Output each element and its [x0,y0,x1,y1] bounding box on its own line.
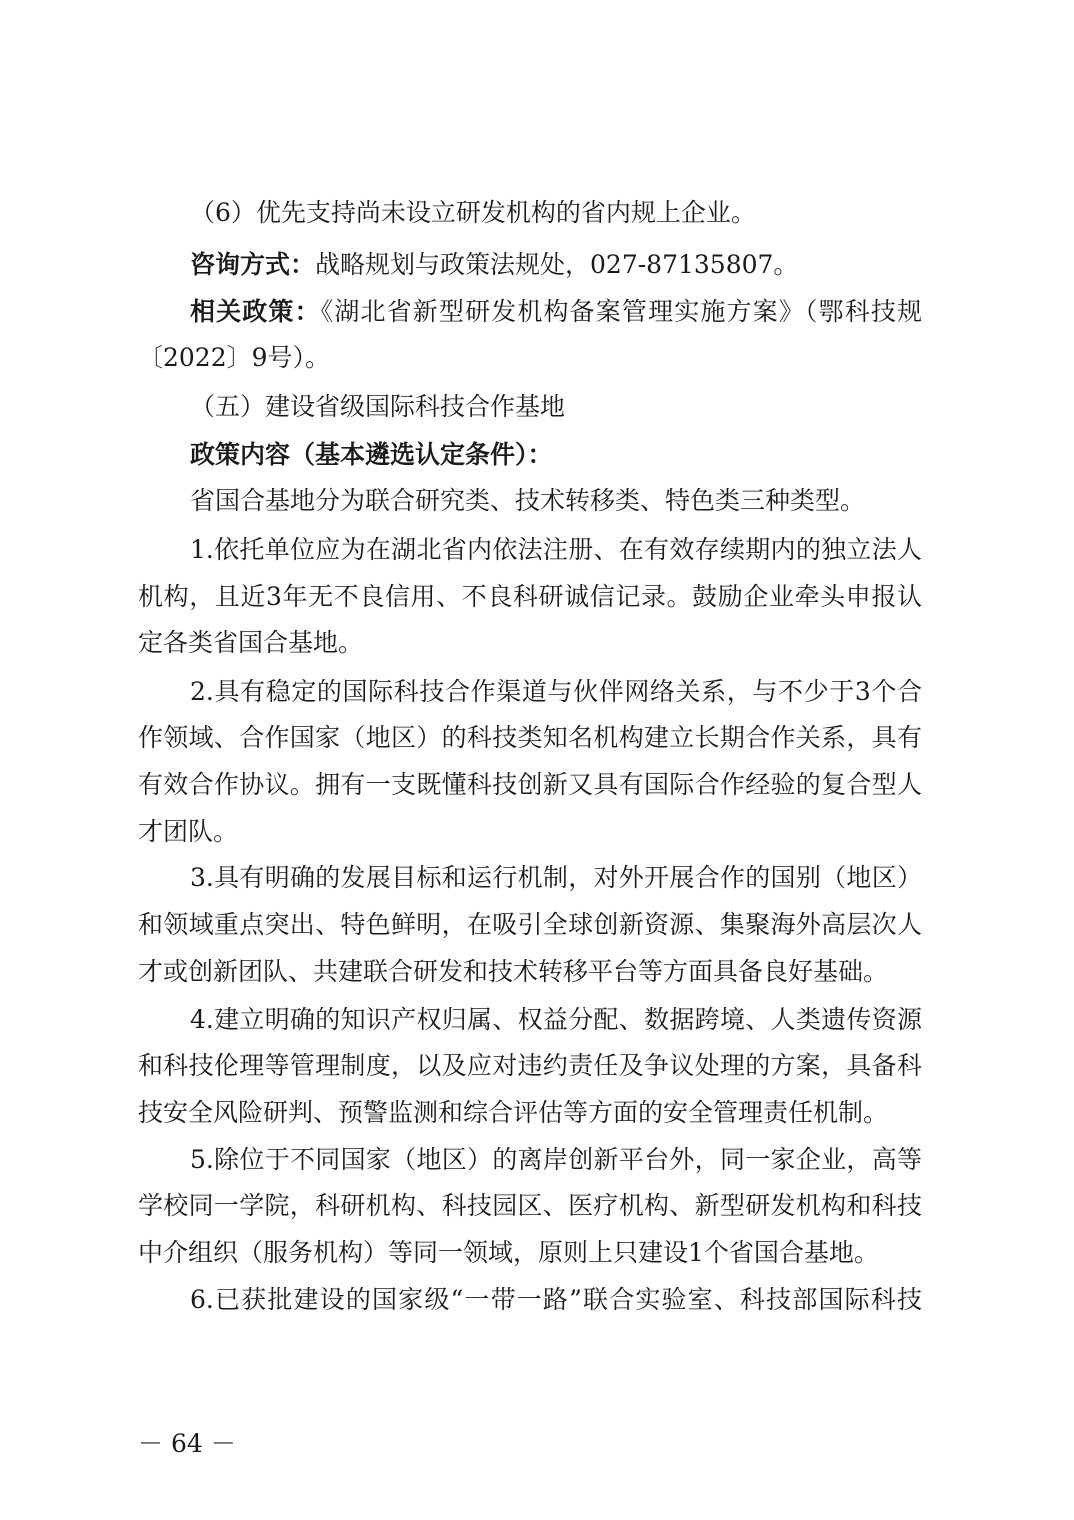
consult-line [190,248,922,282]
paragraph-line: 和科技伦理等管理制度，以及应对违约责任及争议处理的方案，具备科 [138,1051,922,1080]
paragraph-line: 技安全风险研判、预警监测和综合评估等方面的安全管理责任机制。 [138,1098,889,1127]
paragraph-line: 3.具有明确的发展目标和运行机制，对外开展合作的国别（地区） [190,863,922,892]
paragraph-line: 4.建立明确的知识产权归属、权益分配、数据跨境、人类遗传资源 [190,1005,922,1034]
policy-content-heading: 政策内容（基本遴选认定条件）： [190,440,553,469]
consult-text: 战略规划与政策法规处，027-87135807。 [315,250,799,279]
paragraph-line: 才或创新团队、共建联合研发和技术转移平台等方面具备良好基础。 [138,957,889,986]
paragraph-line: 2.具有稳定的国际科技合作渠道与伙伴网络关系，与不少于3个合 [190,677,922,706]
related-policy-text: 《湖北省新型研发机构备案管理实施方案》（鄂科技规 [320,297,922,326]
paragraph-line: 学校同一学院，科研机构、科技园区、医疗机构、新型研发机构和科技 [138,1191,922,1220]
paragraph-line: 1.依托单位应为在湖北省内依法注册、在有效存续期内的独立法人 [190,535,922,564]
paragraph-line: 定各类省国合基地。 [138,628,364,657]
paragraph-line: 6.已获批建设的国家级“一带一路”联合实验室、科技部国际科技 [190,1285,922,1314]
paragraph-line: （6）优先支持尚未设立研发机构的省内规上企业。 [190,198,756,227]
page-number: － 64 － [138,1429,236,1458]
related-policy-label: 相关政策： [190,297,321,326]
paragraph-line: 有效合作协议。拥有一支既懂科技创新又具有国际合作经验的复合型人 [138,770,922,799]
section-heading: （五）建设省级国际科技合作基地 [190,392,566,421]
paragraph-line: 5.除位于不同国家（地区）的离岸创新平台外，同一家企业，高等 [190,1145,922,1174]
paragraph-line: 机构，且近3年无不良信用、不良科研诚信记录。鼓励企业牵头申报认 [138,582,922,611]
consult-label: 咨询方式： [190,250,316,279]
paragraph-line: 作领域、合作国家（地区）的科技类知名机构建立长期合作关系，具有 [138,723,922,752]
paragraph-line: 才团队。 [138,817,239,846]
paragraph-line: 省国合基地分为联合研究类、技术转移类、特色类三种类型。 [190,486,866,515]
paragraph-line: 中介组织（服务机构）等同一领域，原则上只建设1个省国合基地。 [138,1238,879,1267]
related-policy-line [190,295,922,329]
paragraph-line: 〔2022〕9号）。 [138,343,331,372]
paragraph-line: 和领域重点突出、特色鲜明，在吸引全球创新资源、集聚海外高层次人 [138,910,922,939]
